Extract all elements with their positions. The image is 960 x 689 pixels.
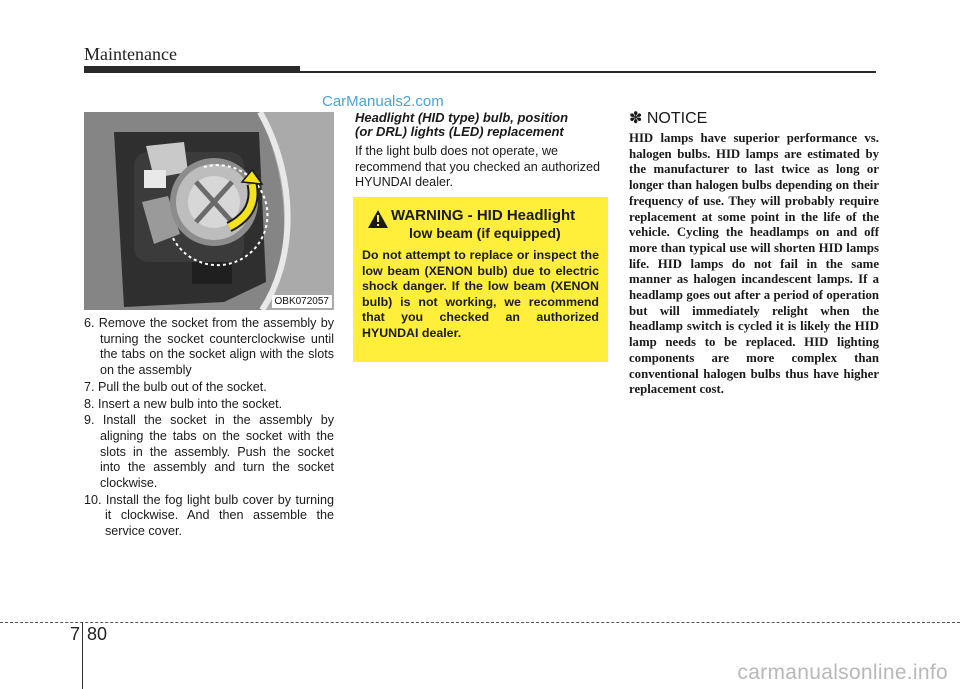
warning-label: WARNING - bbox=[391, 207, 477, 224]
step-7: 7. Pull the bulb out of the socket. bbox=[84, 379, 267, 394]
socket-removal-photo bbox=[84, 112, 334, 310]
notice-heading: ✽ NOTICE bbox=[629, 110, 708, 127]
step-8: 8. Insert a new bulb into the socket. bbox=[84, 396, 283, 411]
warning-subject-line2: low beam (if equipped) bbox=[409, 225, 561, 241]
warning-title bbox=[391, 207, 599, 242]
section-heading-line2: (or DRL) lights (LED) replacement bbox=[355, 124, 564, 139]
footer-divider bbox=[82, 622, 83, 689]
watermark-bottom: carmanualsonline.info bbox=[737, 661, 948, 684]
socket-photo-illustration bbox=[84, 112, 334, 310]
replacement-steps bbox=[84, 316, 334, 541]
warning-box bbox=[353, 197, 608, 362]
step-6: 6. Remove the socket from the assembly by turning the socket counterclockwise until the tabs on the socket align with the slots on the assembly bbox=[84, 316, 334, 378]
watermark-top: CarManuals2.com bbox=[322, 93, 444, 110]
warning-triangle-icon bbox=[367, 209, 389, 229]
step-9: 9. Install the socket in the assembly by aligning the tabs on the socket with the slots in the assembly. Push the socket into the assembly and turn the socket clockwise. bbox=[84, 413, 334, 491]
section-body: If the light bulb does not operate, we recommend that you checked an authorized HYUNDAI dealer. bbox=[355, 144, 601, 190]
footer-rule bbox=[0, 622, 960, 623]
section-heading bbox=[355, 111, 610, 139]
section-heading-line1: Headlight (HID type) bulb, position bbox=[355, 110, 569, 125]
notice-body: HID lamps have superior performance vs. halogen bulbs. HID lamps are estimated by the manufacturer to last twice as long or longer than halogen bulbs depending on their frequency of use. They will probably require replacement at some point in the life of the vehicle. Cycling the headlamps on and off more than typical use will shorten HID lamps life. HID lamps do not fail in the same manner as halogen incandescent lamps. If a headlamp goes out after a period of operation but will immediately relight when the headlamp switch is cycled it is likely the HID lamp needs to be replaced. HID lighting components are more complex than conventional halogen bulbs thus have higher replacement cost. bbox=[629, 131, 879, 397]
header-rule bbox=[84, 71, 876, 73]
warning-text: Do not attempt to replace or inspect the low beam (XENON bulb) due to electric shock danger. If the low beam (XENON bulb) is not working, we recommend that you checked an authorized HYUNDAI dealer. bbox=[362, 248, 599, 340]
page-number: 80 bbox=[87, 624, 108, 644]
chapter-number: 7 bbox=[70, 624, 81, 644]
page-header-title: Maintenance bbox=[84, 44, 177, 64]
photo-code: OBK072057 bbox=[272, 295, 333, 308]
warning-subject-line1: HID Headlight bbox=[476, 207, 576, 224]
step-10: 10. Install the fog light bulb cover by turning it clockwise. And then assemble the service cover. bbox=[84, 492, 334, 539]
